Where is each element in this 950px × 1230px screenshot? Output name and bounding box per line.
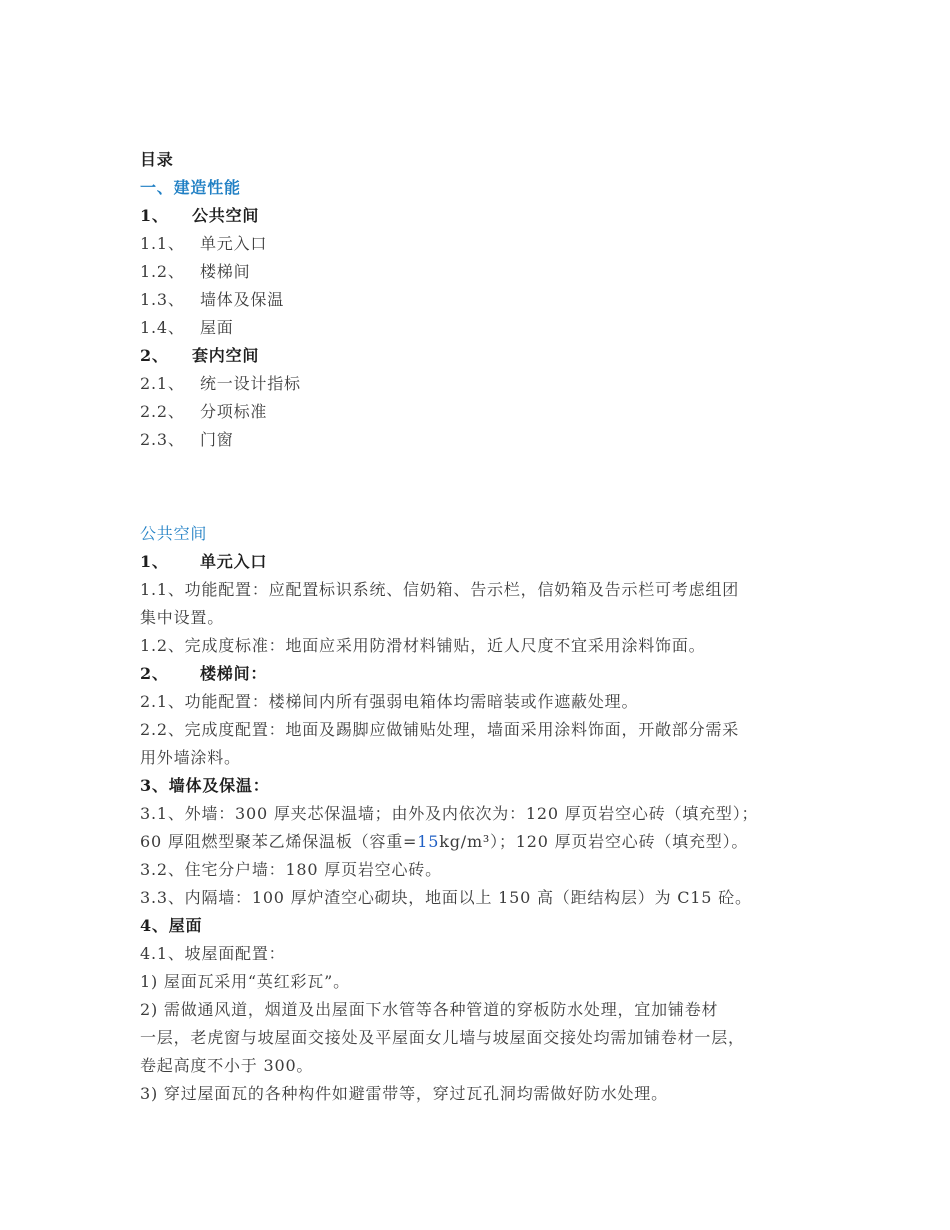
toc-item-number: 2.1、: [140, 374, 185, 393]
toc-item-number: 1、: [140, 206, 169, 225]
paragraph-line: 3.1、外墙：300 厚夹芯保温墙；由外及内依次为：120 厚页岩空心砖（填充型）；: [140, 804, 759, 823]
toc-item-number: 1.1、: [140, 234, 185, 253]
text-run: kg/m³）；120 厚页岩空心砖（填充型）。: [439, 832, 749, 851]
toc-item-number: 2.3、: [140, 430, 185, 449]
section-heading: 公共空间: [140, 524, 208, 543]
toc-item[interactable]: [140, 402, 267, 422]
paragraph-line: 1.1、功能配置：应配置标识系统、信奶箱、告示栏，信奶箱及告示栏可考虑组团: [140, 580, 740, 599]
list-item: 3) 穿过屋面瓦的各种构件如避雷带等，穿过瓦孔洞均需做好防水处理。: [140, 1084, 668, 1103]
toc-item-number: 1.3、: [140, 290, 185, 309]
toc-item-text: 楼梯间: [200, 262, 251, 281]
toc-item-number: 1.4、: [140, 318, 185, 337]
toc-item[interactable]: [140, 430, 234, 450]
toc-item[interactable]: [140, 206, 259, 226]
paragraph-line: 3.3、内隔墙：100 厚炉渣空心砌块，地面以上 150 高（距结构层）为 C15 砼。: [140, 888, 752, 907]
paragraph-line: 一层，老虎窗与坡屋面交接处及平屋面女儿墙与坡屋面交接处均需加铺卷材一层，: [140, 1028, 745, 1047]
toc-item-number: 2.2、: [140, 402, 185, 421]
paragraph-line: 2.2、完成度配置：地面及踢脚应做铺贴处理，墙面采用涂料饰面，开敞部分需采: [140, 720, 740, 739]
subsection-title: 单元入口: [200, 552, 268, 571]
paragraph-line: 1.2、完成度标准：地面应采用防滑材料铺贴，近人尺度不宜采用涂料饰面。: [140, 636, 706, 655]
subsection-number: 2、: [140, 664, 169, 683]
paragraph-line: 2.1、功能配置：楼梯间内所有强弱电箱体均需暗装或作遮蔽处理。: [140, 692, 639, 711]
toc-item[interactable]: [140, 262, 250, 282]
toc-item-text: 统一设计指标: [200, 374, 301, 393]
toc-item[interactable]: [140, 346, 259, 366]
paragraph-line: 集中设置。: [140, 608, 225, 627]
highlighted-value: 15: [417, 832, 440, 851]
subsection-title: 楼梯间：: [200, 664, 268, 683]
toc-item-text: 门窗: [200, 430, 234, 449]
toc-item-number: 2、: [140, 346, 169, 365]
subsection-heading: [140, 664, 267, 684]
subsection-number: 1、: [140, 552, 169, 571]
list-item: 2) 需做通风道，烟道及出屋面下水管等各种管道的穿板防水处理，宜加铺卷材: [140, 1000, 719, 1019]
subsection-heading: 4、屋面: [140, 916, 203, 935]
paragraph-line: 卷起高度不小于 300。: [140, 1056, 314, 1075]
text-run: 60 厚阻燃型聚苯乙烯保温板（容重=: [140, 832, 418, 851]
toc-item[interactable]: [140, 234, 267, 254]
subsection-heading: [140, 552, 267, 572]
toc-title: 目录: [140, 150, 174, 169]
toc-item[interactable]: [140, 290, 284, 310]
toc-item-text: 分项标准: [200, 402, 268, 421]
paragraph-line: 3.2、住宅分户墙：180 厚页岩空心砖。: [140, 860, 442, 879]
toc-item-text: 单元入口: [200, 234, 268, 253]
subsection-heading: 3、墙体及保温：: [140, 776, 270, 795]
toc-item-text: 屋面: [200, 318, 234, 337]
toc-item-text: 套内空间: [192, 346, 260, 365]
paragraph-line: 4.1、坡屋面配置：: [140, 944, 286, 963]
toc-item-text: 墙体及保温: [200, 290, 285, 309]
toc-item[interactable]: [140, 318, 234, 338]
toc-section-heading: 一、建造性能: [140, 178, 241, 197]
toc-item-text: 公共空间: [192, 206, 260, 225]
toc-item-number: 1.2、: [140, 262, 185, 281]
paragraph-line: [140, 832, 748, 852]
paragraph-line: 用外墙涂料。: [140, 748, 241, 767]
toc-item[interactable]: [140, 374, 301, 394]
list-item: 1) 屋面瓦采用“英红彩瓦”。: [140, 972, 350, 991]
